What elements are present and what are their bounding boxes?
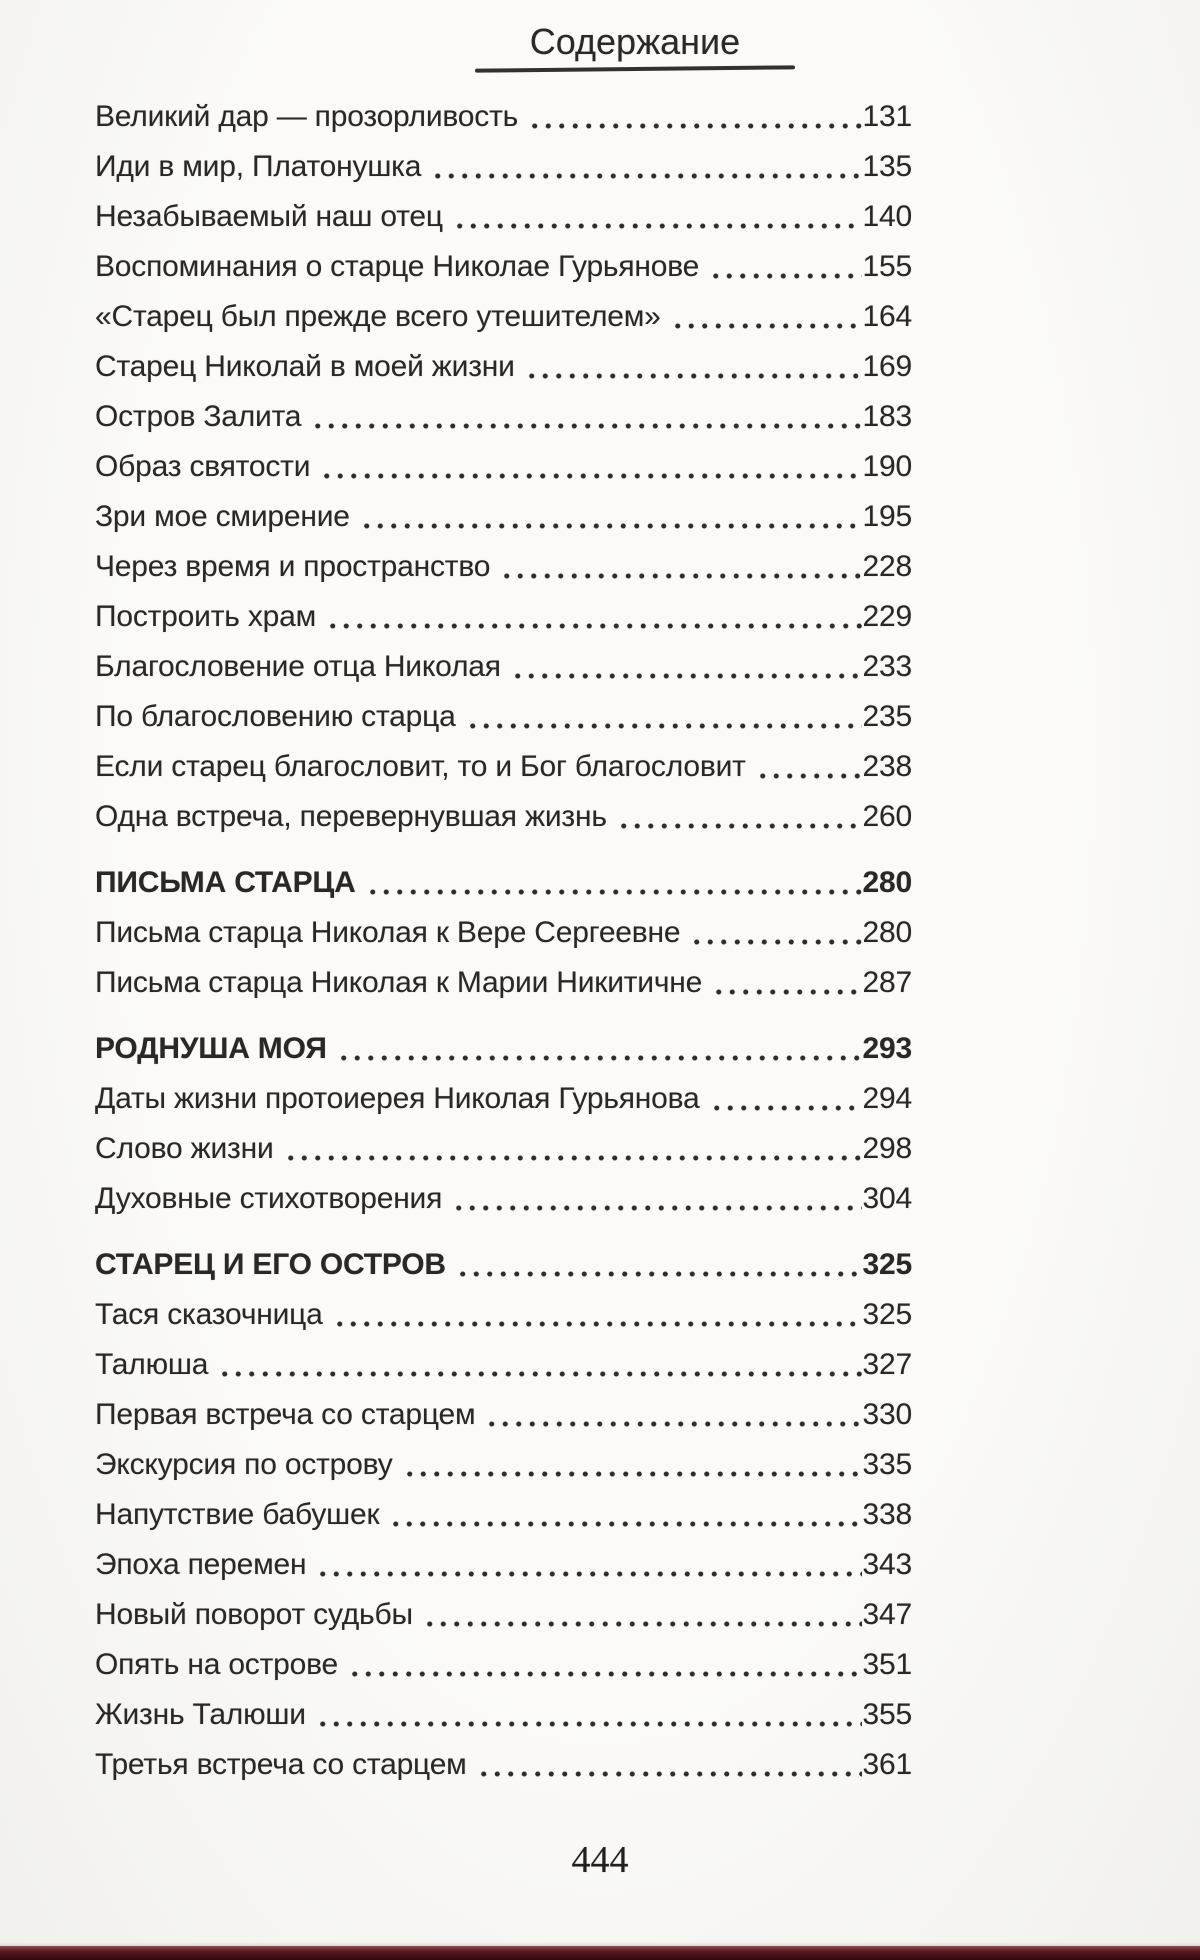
dot-leader (710, 1074, 862, 1124)
toc-list (95, 92, 912, 1790)
toc-entry-label: Экскурсия по острову (95, 1448, 393, 1481)
dot-leader (511, 642, 862, 692)
dot-leader (485, 1390, 861, 1440)
dot-leader (348, 1640, 862, 1690)
toc-entry-page: 233 (862, 650, 912, 683)
toc-entry (95, 642, 912, 692)
toc-entry-label: Письма старца Николая к Марии Никитичне (95, 966, 703, 999)
toc-entry-page: 338 (862, 1498, 912, 1531)
toc-entry-page: 287 (862, 966, 912, 999)
toc-entry (95, 1290, 912, 1340)
toc-entry (95, 1640, 912, 1690)
title-block (475, 22, 795, 71)
toc-entry (95, 1340, 912, 1390)
toc-entry-page: 347 (862, 1598, 912, 1631)
toc-entry (95, 1124, 912, 1174)
toc-entry-page: 327 (862, 1348, 912, 1381)
toc-entry (95, 1740, 912, 1790)
toc-entry-label: Воспоминания о старце Николае Гурьянове (95, 250, 700, 283)
toc-entry (95, 908, 912, 958)
toc-entry-label: По благословению старца (95, 700, 456, 733)
toc-entry-page: 343 (862, 1548, 912, 1581)
dot-leader (756, 742, 862, 792)
dot-leader (525, 342, 862, 392)
folio-page-number: 444 (571, 1839, 629, 1881)
toc-entry-page: 164 (862, 300, 912, 333)
dot-leader (690, 908, 861, 958)
toc-entry (95, 292, 912, 342)
toc-entry (95, 242, 912, 292)
toc-entry (95, 92, 912, 142)
toc-entry-label: Незабываемый наш отец (95, 200, 443, 233)
toc-entry-label: Жизнь Талюши (95, 1698, 306, 1731)
toc-entry (95, 1074, 912, 1124)
toc-entry (95, 1240, 912, 1290)
toc-entry-page: 238 (862, 750, 912, 783)
dot-leader (709, 242, 861, 292)
toc-entry-page: 361 (862, 1748, 912, 1781)
toc-entry-page: 228 (862, 550, 912, 583)
toc-entry-page: 304 (862, 1182, 912, 1215)
toc-entry (95, 142, 912, 192)
toc-entry-page: 140 (862, 200, 912, 233)
toc-entry-label: Даты жизни протоиерея Николая Гурьянова (95, 1082, 700, 1115)
dot-leader (316, 1540, 861, 1590)
toc-entry-label: Слово жизни (95, 1132, 274, 1165)
toc-entry-label: Построить храм (95, 600, 317, 633)
toc-entry-label: Иди в мир, Платонушка (95, 150, 422, 183)
dot-leader (320, 442, 861, 492)
toc-entry (95, 858, 912, 908)
toc-entry (95, 492, 912, 542)
toc-entry-label: Благословение отца Николая (95, 650, 501, 683)
toc-entry-page: 155 (862, 250, 912, 283)
toc-entry (95, 342, 912, 392)
toc-entry (95, 1490, 912, 1540)
toc-entry-label: Опять на острове (95, 1648, 338, 1681)
toc-entry (95, 1590, 912, 1640)
toc-entry-label: Новый поворот судьбы (95, 1598, 413, 1631)
dot-leader (284, 1124, 862, 1174)
toc-entry (95, 542, 912, 592)
toc-entry (95, 442, 912, 492)
dot-leader (452, 1174, 861, 1224)
toc-entry-page: 169 (862, 350, 912, 383)
toc-entry-page: 325 (862, 1298, 912, 1331)
toc-entry-page: 235 (862, 700, 912, 733)
toc-entry-label: Эпоха перемен (95, 1548, 307, 1581)
toc-entry-label: Образ святости (95, 450, 311, 483)
toc-entry (95, 592, 912, 642)
toc-entry-label: Письма старца Николая к Вере Сергеевне (95, 916, 681, 949)
dot-leader (528, 92, 861, 142)
toc-entry-page: 298 (862, 1132, 912, 1165)
dot-leader (360, 492, 862, 542)
toc-entry-label: Остров Залита (95, 400, 302, 433)
toc-entry-page: 293 (862, 1032, 912, 1065)
dot-leader (389, 1490, 861, 1540)
dot-leader (337, 1024, 862, 1074)
toc-entry (95, 792, 912, 842)
dot-leader (477, 1740, 862, 1790)
dot-leader (218, 1340, 861, 1390)
toc-entry-label: Если старец благословит, то и Бог благословит (95, 750, 746, 783)
toc-entry-page: 195 (862, 500, 912, 533)
toc-entry (95, 192, 912, 242)
toc-entry-page: 280 (862, 916, 912, 949)
dot-leader (500, 542, 861, 592)
dot-leader (431, 142, 861, 192)
title-underline (475, 65, 795, 72)
toc-entry (95, 1440, 912, 1490)
toc-entry-label: Талюша (95, 1348, 209, 1381)
dot-leader (326, 592, 862, 642)
toc-entry (95, 1024, 912, 1074)
toc-entry-page: 280 (862, 866, 912, 899)
dot-leader (671, 292, 862, 342)
dot-leader (423, 1590, 862, 1640)
toc-entry-label: ПИСЬМА СТАРЦА (95, 866, 356, 899)
toc-entry-label: «Старец был прежде всего утешителем» (95, 300, 661, 333)
toc-entry (95, 1540, 912, 1590)
dot-leader (333, 1290, 862, 1340)
toc-entry-page: 335 (862, 1448, 912, 1481)
toc-entry-label: РОДНУША МОЯ (95, 1032, 327, 1065)
toc-entry-label: Великий дар — прозорливость (95, 100, 519, 133)
dot-leader (311, 392, 861, 442)
toc-entry (95, 742, 912, 792)
toc-entry (95, 958, 912, 1008)
dot-leader (456, 1240, 862, 1290)
dot-leader (617, 792, 862, 842)
toc-entry-label: Напутствие бабушек (95, 1498, 380, 1531)
toc-entry-page: 351 (862, 1648, 912, 1681)
toc-entry-label: СТАРЕЦ И ЕГО ОСТРОВ (95, 1248, 446, 1281)
toc-entry-page: 135 (862, 150, 912, 183)
toc-entry-label: Первая встреча со старцем (95, 1398, 476, 1431)
toc-entry-page: 355 (862, 1698, 912, 1731)
toc-entry (95, 1390, 912, 1440)
page-title: Содержание (529, 21, 741, 62)
toc-entry-page: 260 (862, 800, 912, 833)
toc-entry-label: Старец Николай в моей жизни (95, 350, 515, 383)
toc-entry-page: 330 (862, 1398, 912, 1431)
toc-entry-page: 183 (862, 400, 912, 433)
dot-leader (316, 1690, 862, 1740)
toc-entry-page: 294 (862, 1082, 912, 1115)
toc-entry-page: 131 (862, 100, 912, 133)
toc-entry-page: 229 (862, 600, 912, 633)
toc-entry (95, 1690, 912, 1740)
toc-entry-label: Духовные стихотворения (95, 1182, 443, 1215)
toc-entry-label: Третья встреча со старцем (95, 1748, 467, 1781)
dot-leader (403, 1440, 862, 1490)
toc-entry-label: Тася сказочница (95, 1298, 323, 1331)
book-edge-bar (0, 1946, 1200, 1960)
dot-leader (453, 192, 862, 242)
toc-entry-label: Зри мое смирение (95, 500, 350, 533)
toc-entry-label: Одна встреча, перевернувшая жизнь (95, 800, 607, 833)
toc-entry (95, 1174, 912, 1224)
dot-leader (712, 958, 861, 1008)
dot-leader (466, 692, 862, 742)
toc-entry-label: Через время и пространство (95, 550, 491, 583)
toc-entry (95, 692, 912, 742)
toc-entry (95, 392, 912, 442)
toc-entry-page: 325 (862, 1248, 912, 1281)
dot-leader (366, 858, 862, 908)
toc-entry-page: 190 (862, 450, 912, 483)
